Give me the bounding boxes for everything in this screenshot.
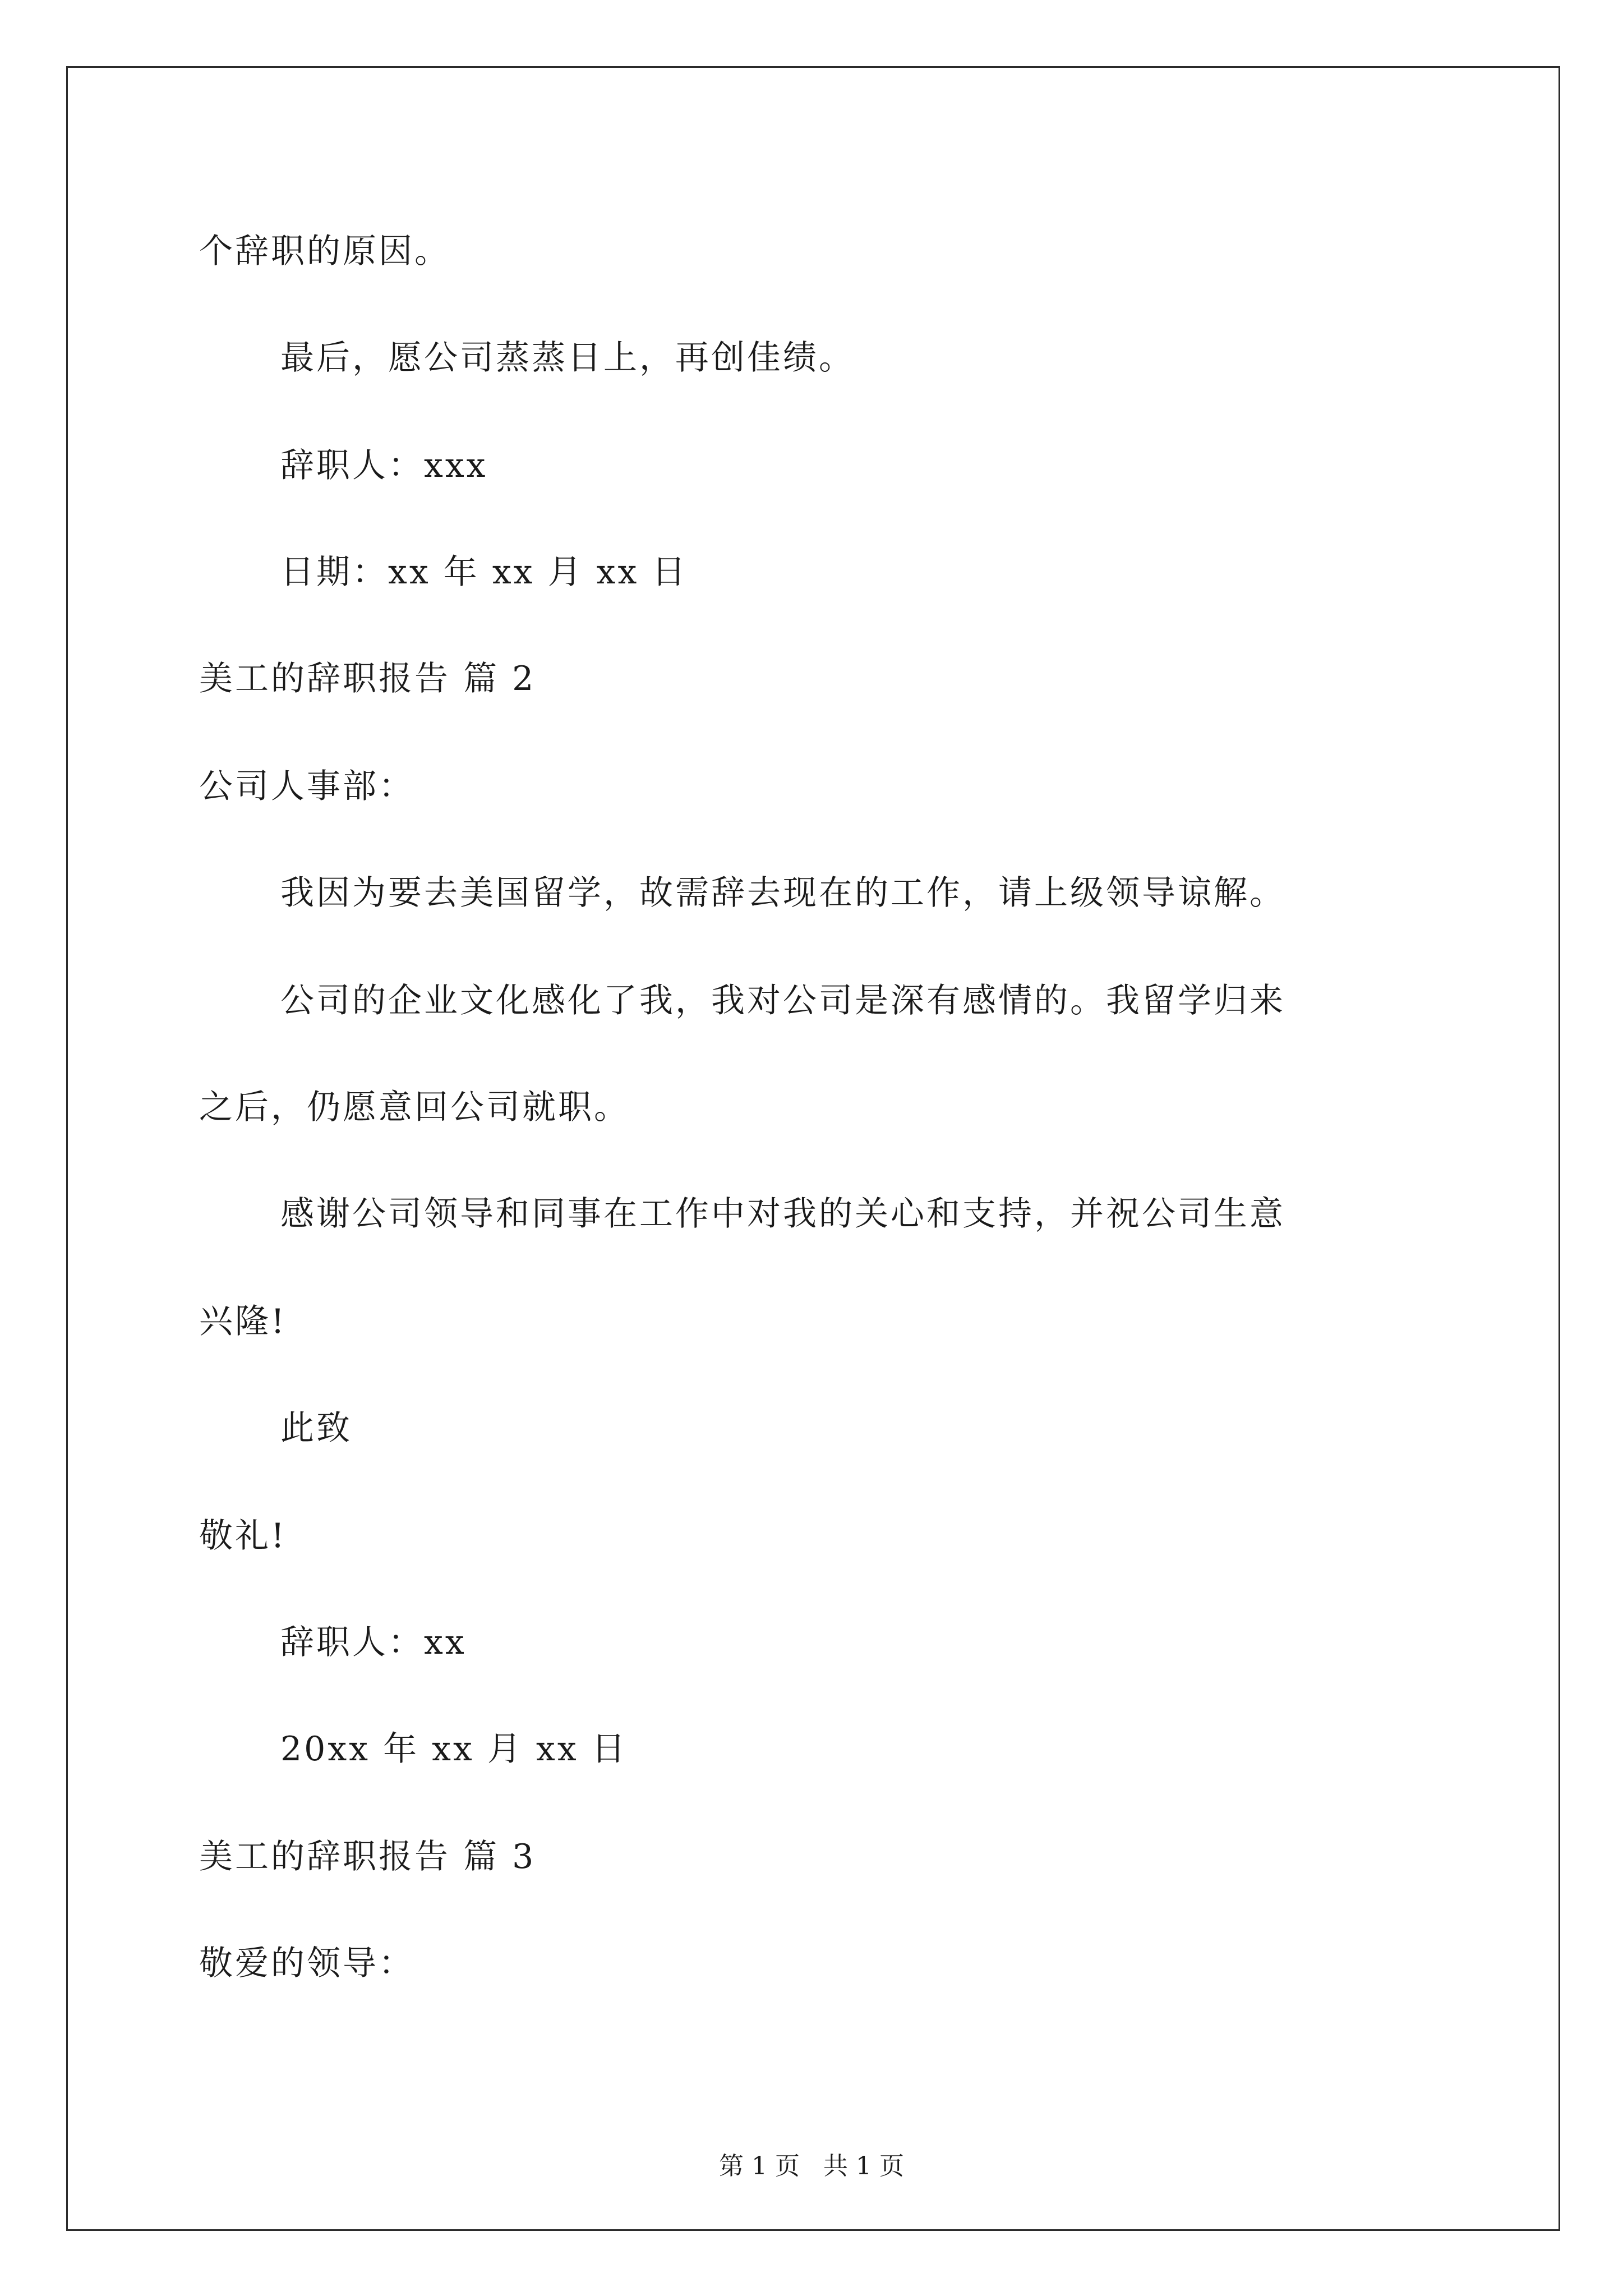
date-line: 20xx 年 xx 月 xx 日 — [280, 1729, 628, 1769]
page-number-footer: 第 1 页 共 1 页 — [719, 2152, 904, 2180]
page-border — [66, 66, 1560, 2231]
signature-name-line: 辞职人：xxx — [280, 446, 488, 485]
paragraph-line: 最后，愿公司蒸蒸日上，再创佳绩。 — [280, 338, 855, 378]
closing-line: 敬礼! — [199, 1516, 287, 1556]
section-heading: 美工的辞职报告 篇 3 — [199, 1837, 536, 1876]
paragraph-line: 公司的企业文化感化了我，我对公司是深有感情的。我留学归来 — [280, 981, 1285, 1020]
salutation-line: 公司人事部： — [199, 767, 414, 806]
section-heading: 美工的辞职报告 篇 2 — [199, 659, 536, 698]
paragraph-line: 感谢公司领导和同事在工作中对我的关心和支持，并祝公司生意 — [280, 1194, 1285, 1234]
date-line: 日期：xx 年 xx 月 xx 日 — [280, 553, 688, 592]
signature-name-line: 辞职人：xx — [280, 1623, 467, 1662]
salutation-line: 敬爱的领导： — [199, 1944, 414, 1983]
paragraph-line: 我因为要去美国留学，故需辞去现在的工作，请上级领导谅解。 — [280, 873, 1285, 913]
paragraph-line: 之后，仍愿意回公司就职。 — [199, 1088, 630, 1127]
closing-line: 此致 — [280, 1409, 352, 1448]
paragraph-line: 个辞职的原因。 — [199, 232, 450, 271]
paragraph-line: 兴隆! — [199, 1302, 287, 1341]
